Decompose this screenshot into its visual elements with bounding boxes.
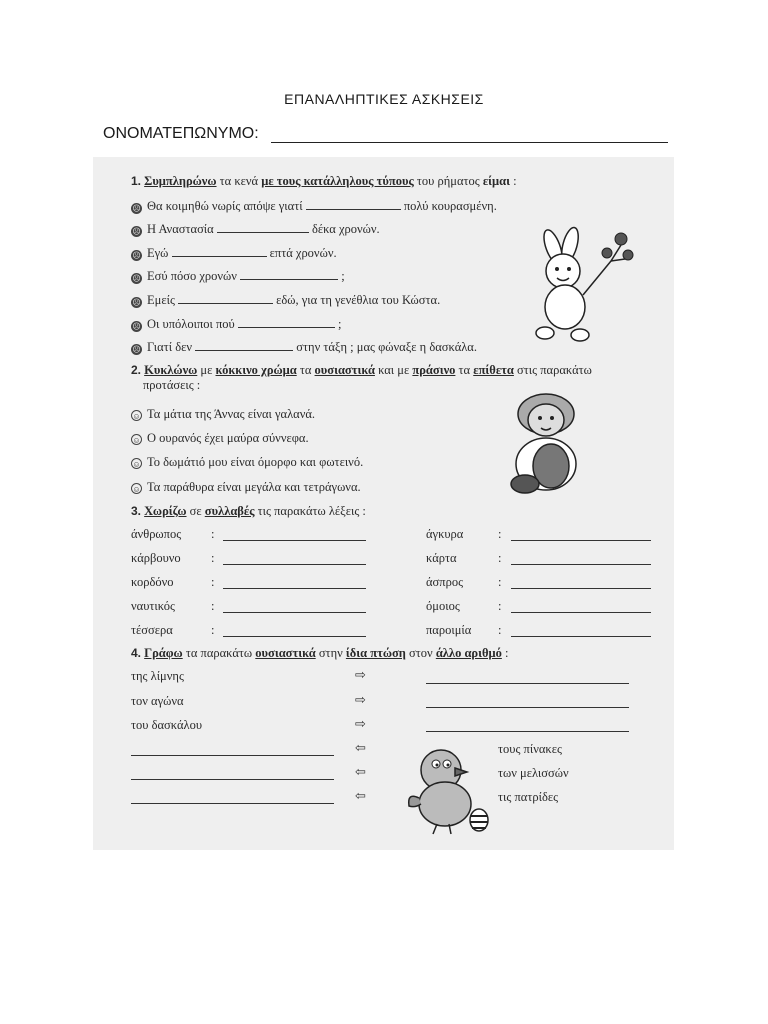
ex1-text: δέκα χρονών.	[308, 222, 380, 236]
ex3-answer-line[interactable]	[511, 588, 651, 589]
instr-text: άλλο αριθμό	[435, 646, 502, 660]
ex3-colon: :	[211, 575, 215, 589]
ex1-text: Θα κοιμηθώ νωρίς απόψε γιατί	[147, 199, 306, 213]
ex3-answer-line[interactable]	[511, 564, 651, 565]
ex1-blank[interactable]	[306, 198, 401, 210]
ex1-item	[131, 221, 380, 237]
ex3-word-left: κορδόνο	[131, 575, 174, 589]
instr-text: είμαι	[482, 174, 510, 188]
ex2-sentence[interactable]: Το δωμάτιό μου είναι όμορφο και φωτεινό.	[147, 455, 364, 469]
ex1-item	[131, 316, 341, 332]
ex1-blank[interactable]	[195, 339, 293, 351]
ex3-answer-line[interactable]	[223, 588, 366, 589]
instr-text: Γράφω	[144, 646, 183, 660]
ex2-item	[131, 407, 315, 422]
frown-bullet-icon: ☹	[132, 322, 141, 331]
exercises-panel	[93, 157, 674, 850]
name-blank-line[interactable]	[271, 142, 668, 143]
ex3-word-right: άσπρος	[426, 575, 464, 589]
ex1-item	[131, 268, 345, 284]
instr-text: του ρήματος	[413, 174, 483, 188]
ex1-blank[interactable]	[240, 268, 338, 280]
ex3-colon: :	[211, 623, 215, 637]
ex3-colon: :	[211, 527, 215, 541]
frown-bullet-icon: ☹	[132, 251, 141, 260]
ex3-word-left: ναυτικός	[131, 599, 176, 613]
ex1-item	[131, 245, 337, 261]
instr-text: στις παρακάτω	[513, 363, 592, 377]
arrow-left-icon: ⇦	[355, 764, 366, 779]
ex4-word-left: τον αγώνα	[131, 694, 184, 708]
chick-illustration	[403, 742, 493, 837]
ex1-item	[131, 292, 440, 308]
exercise-1-number: 1.	[131, 174, 142, 188]
ex1-text: εδώ, για τη γενέθλια του Κώστα.	[273, 293, 441, 307]
ex3-answer-line[interactable]	[223, 612, 366, 613]
instr-text: πράσινο	[412, 363, 456, 377]
ex3-answer-line[interactable]	[511, 636, 651, 637]
ex3-word-right: άγκυρα	[426, 527, 464, 541]
ex2-sentence[interactable]: Τα παράθυρα είναι μεγάλα και τετράγωνα.	[147, 480, 361, 494]
ex1-text: ;	[338, 269, 345, 283]
instr-text: σε	[186, 504, 205, 518]
ex1-blank[interactable]	[217, 221, 309, 233]
ex1-text: στην τάξη ; μας φώναξε η δασκάλα.	[293, 340, 477, 354]
ex1-text: Εμείς	[147, 293, 179, 307]
worksheet-title: ΕΠΑΝΑΛΗΠΤΙΚΕΣ ΑΣΚΗΣΕΙΣ	[284, 91, 484, 107]
instr-text: ίδια πτώση	[345, 646, 406, 660]
ex1-text: πολύ κουρασμένη.	[400, 199, 497, 213]
ex3-colon: :	[498, 575, 502, 589]
exercise-4-number: 4.	[131, 646, 142, 660]
exercise-3-instruction	[131, 504, 366, 519]
arrow-left-icon: ⇦	[355, 740, 366, 755]
ex3-word-right: κάρτα	[426, 551, 457, 565]
ex3-colon: :	[498, 527, 502, 541]
instr-text: συλλαβές	[204, 504, 255, 518]
smile-bullet-icon: ☺	[132, 485, 141, 494]
ex4-word-right: τους πίνακες	[498, 742, 562, 756]
exercise-1-instruction	[131, 174, 517, 189]
ex3-word-left: τέσσερα	[131, 623, 173, 637]
instr-text: τα	[455, 363, 474, 377]
ex3-word-left: κάρβουνο	[131, 551, 181, 565]
ex2-sentence[interactable]: Ο ουρανός έχει μαύρα σύννεφα.	[147, 431, 309, 445]
frown-bullet-icon: ☹	[132, 345, 141, 354]
arrow-right-icon: ⇨	[355, 692, 366, 707]
smile-bullet-icon: ☺	[132, 412, 141, 421]
instr-text: τα	[296, 363, 315, 377]
ex4-answer-line[interactable]	[426, 707, 629, 708]
instr-text: επίθετα	[473, 363, 514, 377]
instr-text: τις παρακάτω λέξεις :	[254, 504, 366, 518]
instr-text: με τους κατάλληλους τύπους	[261, 174, 414, 188]
ex4-answer-line[interactable]	[131, 803, 334, 804]
instr-text: :	[501, 646, 509, 660]
ex3-answer-line[interactable]	[511, 540, 651, 541]
ex4-answer-line[interactable]	[426, 683, 629, 684]
ex1-text: επτά χρονών.	[266, 246, 337, 260]
ex3-answer-line[interactable]	[223, 636, 366, 637]
arrow-right-icon: ⇨	[355, 716, 366, 731]
frown-bullet-icon: ☹	[132, 204, 141, 213]
ex3-answer-line[interactable]	[223, 564, 366, 565]
ex3-colon: :	[498, 599, 502, 613]
ex1-text: ;	[334, 317, 342, 331]
ex3-answer-line[interactable]	[223, 540, 366, 541]
instr-text: με	[197, 363, 216, 377]
instr-text: στον	[405, 646, 436, 660]
ex3-word-left: άνθρωπος	[131, 527, 182, 541]
ex1-text: Οι υπόλοιποι πού	[147, 317, 238, 331]
ex4-answer-line[interactable]	[426, 731, 629, 732]
frown-bullet-icon: ☹	[132, 298, 141, 307]
ex4-word-left: του δασκάλου	[131, 718, 203, 732]
name-label: ΟΝΟΜΑΤΕΠΩΝΥΜΟ:	[103, 125, 259, 142]
ex1-blank[interactable]	[178, 292, 273, 304]
ex4-word-right: τις πατρίδες	[498, 790, 559, 804]
ex3-colon: :	[211, 599, 215, 613]
instr-text: Κυκλώνω	[144, 363, 198, 377]
instr-text: :	[510, 174, 517, 188]
exercise-4-instruction	[131, 646, 508, 661]
ex1-text: Εγώ	[147, 246, 172, 260]
ex3-word-right: παροιμία	[426, 623, 472, 637]
instr-text: Συμπληρώνω	[144, 174, 217, 188]
ex3-answer-line[interactable]	[511, 612, 651, 613]
instr-text: ουσιαστικά	[314, 363, 375, 377]
ex4-answer-line[interactable]	[131, 779, 334, 780]
ex2-item	[131, 455, 363, 470]
ex1-item	[131, 198, 497, 214]
name-field-row	[103, 125, 668, 145]
ex1-blank[interactable]	[238, 316, 335, 328]
instr-text: κόκκινο χρώμα	[215, 363, 297, 377]
exercise-2-instruction	[131, 363, 592, 378]
ex1-text: Γιατί δεν	[147, 340, 196, 354]
ex1-text: Η Αναστασία	[147, 222, 217, 236]
exercise-2-number: 2.	[131, 363, 142, 377]
ex1-text: Εσύ πόσο χρονών	[147, 269, 241, 283]
ex3-word-right: όμοιος	[426, 599, 460, 613]
frown-bullet-icon: ☹	[132, 274, 141, 283]
exercise-2-instruction-cont: προτάσεις :	[143, 378, 201, 392]
instr-text: ουσιαστικά	[255, 646, 316, 660]
instr-text: Χωρίζω	[144, 504, 187, 518]
ex2-sentence[interactable]: Τα μάτια της Άννας είναι γαλανά.	[147, 407, 316, 421]
bunny-with-flowers-illustration	[525, 225, 635, 350]
arrow-right-icon: ⇨	[355, 667, 366, 682]
ex3-colon: :	[498, 623, 502, 637]
ex2-item	[131, 480, 361, 495]
instr-text: και με	[374, 363, 413, 377]
frown-bullet-icon: ☹	[132, 227, 141, 236]
ex2-item	[131, 431, 309, 446]
ex3-colon: :	[498, 551, 502, 565]
instr-text: στην	[315, 646, 346, 660]
ex1-blank[interactable]	[172, 245, 267, 257]
exercise-3-number: 3.	[131, 504, 142, 518]
ex4-answer-line[interactable]	[131, 755, 334, 756]
smile-bullet-icon: ☺	[132, 460, 141, 469]
ex4-word-right: των μελισσών	[498, 766, 569, 780]
smile-bullet-icon: ☺	[132, 436, 141, 445]
instr-text: τα κενά	[216, 174, 262, 188]
instr-text: τα παρακάτω	[182, 646, 256, 660]
arrow-left-icon: ⇦	[355, 788, 366, 803]
ex1-item	[131, 339, 477, 355]
ex4-word-left: της λίμνης	[131, 669, 184, 683]
lamb-with-egg-illustration	[501, 392, 591, 497]
ex3-colon: :	[211, 551, 215, 565]
